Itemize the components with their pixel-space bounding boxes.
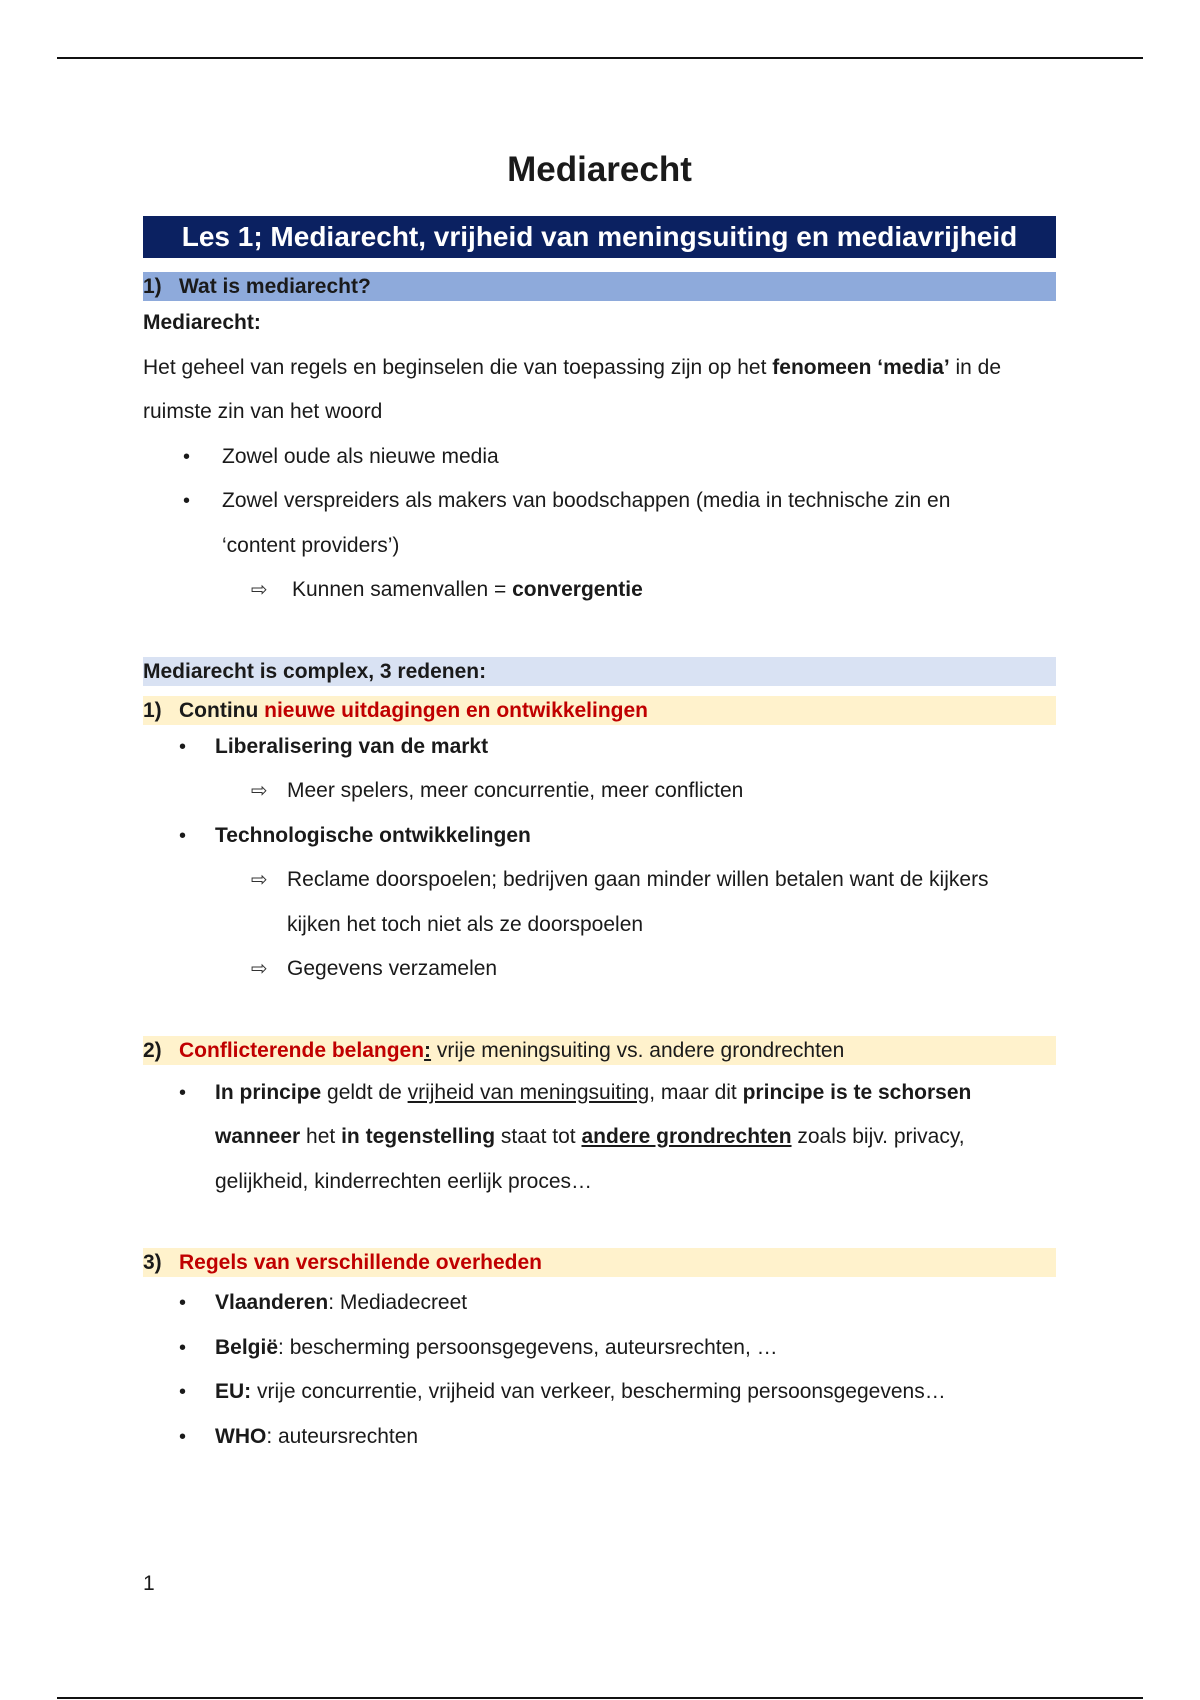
document-title: Mediarecht [507, 150, 692, 189]
arrow-item-bold: convergentie [512, 578, 643, 601]
text-bold-underline: andere grondrechten [581, 1125, 792, 1148]
arrow-item-text: Kunnen samenvallen = [292, 578, 513, 601]
definition-line-2: ruimste zin van het woord [143, 400, 383, 423]
item-text: : bescherming persoonsgegevens, auteursrechten, … [278, 1335, 778, 1359]
list-item-text-continued [215, 1115, 1056, 1160]
page-number: 1 [143, 1572, 155, 1595]
reason3-label-red: Regels van verschillende overheden [179, 1251, 542, 1274]
list-item-text-continued: ‘content providers’) [222, 533, 400, 557]
arrow-item-text: Meer spelers, meer concurrentie, meer conflicten [287, 779, 744, 802]
reason2-colon: : [424, 1038, 432, 1062]
list-item [143, 1281, 1056, 1326]
definition-text: Het geheel van regels en beginselen die van toepassing zijn op het [143, 355, 773, 379]
reason1-heading [143, 696, 1056, 725]
text: geldt de [321, 1080, 408, 1104]
text-bold: principe is te schorsen [742, 1080, 972, 1104]
arrow-item [143, 947, 1056, 992]
text: het [300, 1125, 342, 1148]
arrow-right-icon: ⇨ [251, 869, 268, 891]
definition-tail: in de [949, 355, 1002, 379]
complex-heading: Mediarecht is complex, 3 redenen: [143, 657, 1056, 686]
header-rule [57, 57, 1143, 59]
document-page [143, 140, 1056, 1459]
lesson-heading: Les 1; Mediarecht, vrijheid van meningsuiting en mediavrijheid [143, 216, 1056, 258]
bullet-icon: • [179, 1381, 187, 1403]
arrow-item-text: Gegevens verzamelen [287, 957, 498, 980]
item-text: : auteursrechten [266, 1424, 419, 1448]
reason2-number: 2) [143, 1038, 162, 1062]
list-item [143, 1326, 1056, 1371]
item-bold: Vlaanderen [215, 1291, 329, 1314]
arrow-item [143, 568, 1056, 613]
reason2-heading [143, 1036, 1056, 1065]
bullet-icon: • [183, 490, 191, 512]
reason2-label-rest: vrije meningsuiting vs. andere grondrechten [431, 1038, 845, 1062]
text-underline: vrijheid van meningsuiting [407, 1080, 650, 1104]
item-bold: België [215, 1335, 279, 1359]
reason3-heading [143, 1248, 1056, 1277]
item-text: vrije concurrentie, vrijheid van verkeer, bescherming persoonsgegevens… [251, 1380, 946, 1403]
list-item-text-continued: gelijkheid, kinderrechten eerlijk proces… [215, 1169, 593, 1193]
text: , maar dit [649, 1080, 743, 1104]
reason1-label-red: nieuwe uitdagingen en ontwikkelingen [264, 698, 649, 722]
reason1-label: Continu [179, 698, 265, 722]
text-bold: wanneer [215, 1125, 301, 1148]
bullet-icon: • [179, 1425, 187, 1448]
item-text: : Mediadecreet [328, 1291, 468, 1314]
list-item [143, 1370, 1056, 1415]
arrow-item-text: Reclame doorspoelen; bedrijven gaan minder willen betalen want de kijkers [287, 868, 989, 891]
list-item [143, 1071, 1056, 1205]
arrow-item [143, 769, 1056, 814]
arrow-right-icon: ⇨ [251, 958, 268, 980]
text: zoals bijv. privacy, [791, 1125, 965, 1148]
list-item-text: Zowel oude als nieuwe media [222, 444, 499, 468]
bullet-icon: • [179, 735, 187, 758]
bullet-icon: • [179, 1081, 187, 1104]
arrow-item-text-continued: kijken het toch niet als ze doorspoelen [287, 912, 644, 936]
section1-heading-text: Wat is mediarecht? [179, 275, 371, 298]
definition-line-1 [143, 346, 1056, 391]
arrow-right-icon: ⇨ [251, 579, 268, 601]
footer-rule [57, 1697, 1143, 1699]
term-label: Mediarecht: [143, 311, 261, 334]
bullet-icon: • [183, 445, 191, 468]
reason2-label-red: Conflicterende belangen [179, 1038, 425, 1062]
list-item [143, 725, 1056, 770]
list-item [143, 814, 1056, 859]
list-item [143, 479, 1056, 568]
text: staat tot [495, 1125, 582, 1148]
bullet-icon: • [179, 1292, 187, 1314]
reason1-number: 1) [143, 698, 162, 722]
text-bold: in tegenstelling [341, 1125, 496, 1148]
arrow-item [143, 858, 1056, 947]
item-bold: EU: [215, 1380, 252, 1403]
definition-bold: fenomeen ‘media’ [772, 355, 950, 379]
arrow-right-icon: ⇨ [251, 780, 268, 802]
list-item [143, 435, 1056, 480]
item-bold: WHO [215, 1424, 267, 1448]
bullet-icon: • [179, 824, 187, 847]
text-bold: In principe [215, 1080, 322, 1104]
list-item-text [215, 1071, 1056, 1116]
section1-heading [143, 272, 1056, 301]
list-item-text: Liberalisering van de markt [215, 734, 489, 758]
list-item-text: Technologische ontwikkelingen [215, 823, 531, 847]
bullet-icon: • [179, 1336, 187, 1359]
list-item-text: Zowel verspreiders als makers van boodschappen (media in technische zin en [222, 489, 951, 512]
section1-number: 1) [143, 275, 162, 298]
list-item [143, 1415, 1056, 1460]
reason3-number: 3) [143, 1251, 162, 1274]
